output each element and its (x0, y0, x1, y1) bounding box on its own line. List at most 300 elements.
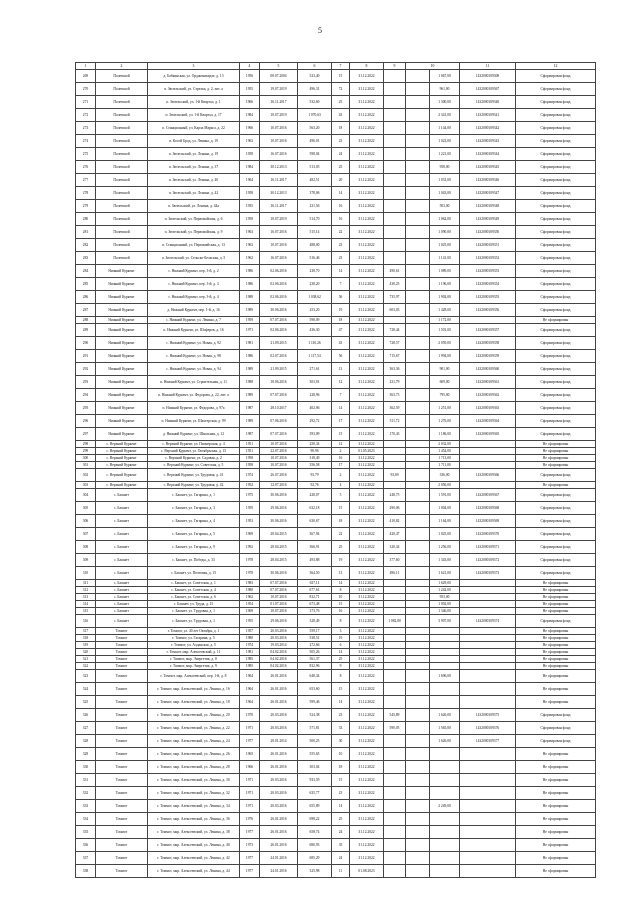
date-cell: 10.07.2016 (260, 608, 298, 615)
cost-cell: 1 144,00 (430, 122, 460, 135)
row-number-cell: 332 (76, 787, 96, 800)
row-number-cell: 321 (76, 656, 96, 663)
residents-cell: 10 (332, 594, 350, 601)
year-built-cell: 1986 (240, 265, 260, 278)
row-number-cell: 334 (76, 813, 96, 826)
cost-cell: 2 059,00 (430, 337, 460, 350)
year-built-cell: 1989 (240, 415, 260, 428)
table-row (76, 670, 596, 683)
year-built-cell: 1989 (240, 304, 260, 317)
cost-cell: 1 242,00 (430, 587, 460, 594)
table-row (76, 800, 596, 813)
table-row (76, 722, 596, 735)
status-cell: Сформирован фонд (516, 469, 596, 482)
residents-cell: 14 (332, 187, 350, 200)
amount-a-cell: 363,73 (384, 389, 406, 402)
area-cell: 561,37 (298, 656, 332, 663)
year-built-cell: 1971 (240, 774, 260, 787)
row-number-cell: 288 (76, 317, 96, 324)
address-cell: г. Томмот, ул. Алданская, д. 5 (148, 642, 240, 649)
date-cell: 12.07.2016 (260, 482, 298, 489)
residents-cell: 15 (332, 774, 350, 787)
settlement-cell: с. Башнет (96, 608, 148, 615)
table-row (76, 363, 596, 376)
cost-cell: 2 341,00 (430, 109, 460, 122)
amount-a-cell: 170,43 (384, 428, 406, 441)
settlement-cell: с. Башнет (96, 601, 148, 608)
deadline-cell: 31.12.2022 (350, 761, 384, 774)
table-row (76, 663, 596, 670)
deadline-cell: 31.12.2022 (350, 774, 384, 787)
area-cell: 685,29 (298, 852, 332, 865)
amount-a-cell (384, 70, 406, 83)
residents-cell: 16 (332, 213, 350, 226)
amount-b-cell (406, 628, 430, 635)
date-cell: 26.01.2016 (260, 670, 298, 683)
account-number-cell (460, 594, 516, 601)
row-number-cell: 277 (76, 174, 96, 187)
deadline-cell: 31.12.2022 (350, 649, 384, 656)
row-number-cell: 324 (76, 683, 96, 696)
amount-a-cell (384, 656, 406, 663)
table-row (76, 852, 596, 865)
year-built-cell: 1980 (240, 587, 260, 594)
settlement-cell: Томмот (96, 635, 148, 642)
row-number-cell: 303 (76, 482, 96, 489)
area-cell: 648,34 (298, 670, 332, 683)
area-cell: 238,70 (298, 265, 332, 278)
status-cell: Не сформирован (516, 813, 596, 826)
table-row (76, 462, 596, 469)
amount-a-cell: 93,69 (384, 469, 406, 482)
column-number-cell: 1 (76, 63, 96, 70)
table-row (76, 683, 596, 696)
row-number-cell: 314 (76, 601, 96, 608)
amount-a-cell: 248,75 (384, 489, 406, 502)
cost-cell: 1 346,00 (430, 608, 460, 615)
date-cell: 28.04.2015 (260, 554, 298, 567)
residents-cell: 23 (332, 135, 350, 148)
table-row (76, 541, 596, 554)
status-cell: Не сформирован (516, 642, 596, 649)
settlement-cell: с. Башнет (96, 580, 148, 587)
year-built-cell: 1971 (240, 787, 260, 800)
deadline-cell: 31.12.2022 (350, 608, 384, 615)
residents-cell: 14 (332, 696, 350, 709)
year-built-cell: 1953 (240, 515, 260, 528)
account-number-cell: 1432000109340 (460, 96, 516, 109)
table-row (76, 337, 596, 350)
account-number-cell: 1432000109347 (460, 187, 516, 200)
residents-cell: 19 (332, 635, 350, 642)
date-cell: 30.06.2016 (260, 489, 298, 502)
cost-cell: 1 196,00 (430, 278, 460, 291)
amount-a-cell: 490,61 (384, 265, 406, 278)
status-cell: Не сформирован (516, 482, 596, 489)
deadline-cell: 31.12.2022 (350, 148, 384, 161)
address-cell: г. Томмот, мкр. Алексеевский, ул. Ленина, д. 22 (148, 722, 240, 735)
column-number-cell: 7 (332, 63, 350, 70)
residents-cell: 24 (332, 148, 350, 161)
address-cell: г. Томмот, мкр. Алексеевский, ул. Ленина, д. 38 (148, 826, 240, 839)
status-cell: Сформирован фонд (516, 174, 596, 187)
area-cell: 832,96 (298, 663, 332, 670)
deadline-cell: 31.12.2022 (350, 489, 384, 502)
residents-cell: 25 (332, 813, 350, 826)
cost-cell: 1 256,00 (430, 541, 460, 554)
deadline-cell: 31.12.2022 (350, 213, 384, 226)
table-row (76, 826, 596, 839)
area-cell: 373,76 (298, 608, 332, 615)
year-built-cell: 1964 (240, 174, 260, 187)
residents-cell: 16 (332, 608, 350, 615)
cost-cell: 1 591,00 (430, 489, 460, 502)
address-cell: с. Башнет, ул. Победы, д. 33 (148, 554, 240, 567)
row-number-cell: 275 (76, 148, 96, 161)
row-number-cell: 294 (76, 389, 96, 402)
settlement-cell: с. Верхний Куркент (96, 469, 148, 482)
row-number-cell: 286 (76, 291, 96, 304)
account-number-cell: 1432000109363 (460, 402, 516, 415)
table-row (76, 96, 596, 109)
address-cell: с. Нижний Куркент, ул. Новая, д. 98 (148, 350, 240, 363)
date-cell: 10.07.2016 (260, 239, 298, 252)
deadline-cell: 31.12.2022 (350, 252, 384, 265)
year-built-cell: 1981 (240, 337, 260, 350)
residents-cell: 33 (332, 722, 350, 735)
year-built-cell: 1987 (240, 402, 260, 415)
residents-cell: 12 (332, 376, 350, 389)
residents-cell: 23 (332, 709, 350, 722)
row-number-cell: 306 (76, 515, 96, 528)
residents-cell: 2 (332, 469, 350, 482)
amount-b-cell (406, 96, 430, 109)
address-cell: г. Томмот, ул. 40 лет Октября, д. 1 (148, 628, 240, 635)
amount-a-cell: 377,60 (384, 554, 406, 567)
amount-a-cell: 496,11 (384, 567, 406, 580)
account-number-cell (460, 663, 516, 670)
settlement-cell: Томмот (96, 649, 148, 656)
account-number-cell: 1432000109348 (460, 200, 516, 213)
deadline-cell: 31.12.2022 (350, 594, 384, 601)
residents-cell: 25 (332, 541, 350, 554)
year-built-cell: 1963 (240, 226, 260, 239)
cost-cell: 1 221,00 (430, 148, 460, 161)
area-cell: 637,11 (298, 580, 332, 587)
deadline-cell: 31.12.2022 (350, 278, 384, 291)
status-cell: Сформирован фонд (516, 187, 596, 200)
year-built-cell: 1966 (240, 96, 260, 109)
cost-cell (430, 635, 460, 642)
status-cell: Не сформирован (516, 774, 596, 787)
cost-cell: 2 032,00 (430, 441, 460, 448)
deadline-cell: 31.12.2022 (350, 709, 384, 722)
amount-a-cell (384, 748, 406, 761)
account-number-cell: 1432000109376 (460, 722, 516, 735)
area-cell: 677,61 (298, 587, 332, 594)
amount-a-cell (384, 226, 406, 239)
cost-cell: 1 172,00 (430, 317, 460, 324)
account-number-cell: 1432000109341 (460, 109, 516, 122)
area-cell: 356,58 (298, 462, 332, 469)
cost-cell: 1 031,00 (430, 174, 460, 187)
status-cell: Сформирован фонд (516, 709, 596, 722)
status-cell: Сформирован фонд (516, 389, 596, 402)
amount-b-cell (406, 567, 430, 580)
table-row (76, 200, 596, 213)
address-cell: г. Томмот, мкр. Алексеевский, ул. Ленина, д. 34 (148, 800, 240, 813)
address-cell: с. Башнет, ул. Советская, д. 6 (148, 594, 240, 601)
settlement-cell: Томмот (96, 813, 148, 826)
settlement-cell: с. Верхний Куркент (96, 462, 148, 469)
year-built-cell: 1971 (240, 722, 260, 735)
amount-a-cell (384, 161, 406, 174)
year-built-cell: 1957 (240, 628, 260, 635)
table-row (76, 148, 596, 161)
amount-a-cell (384, 252, 406, 265)
cost-cell: 1 501,00 (430, 324, 460, 337)
status-cell: Не сформирован (516, 748, 596, 761)
column-number-cell: 5 (260, 63, 298, 70)
area-cell: 436,30 (298, 324, 332, 337)
date-cell: 04.02.2016 (260, 663, 298, 670)
settlement-cell: Полевской (96, 226, 148, 239)
settlement-cell: Томмот (96, 748, 148, 761)
amount-a-cell: 1 082,80 (384, 615, 406, 628)
year-built-cell: 1973 (240, 839, 260, 852)
area-cell: 378,06 (298, 187, 332, 200)
residents-cell: 13 (332, 363, 350, 376)
amount-a-cell (384, 642, 406, 649)
status-cell: Не сформирован (516, 635, 596, 642)
amount-a-cell (384, 839, 406, 852)
table-row (76, 839, 596, 852)
account-number-cell: 1432000109345 (460, 161, 516, 174)
residents-cell: 6 (332, 642, 350, 649)
settlement-cell: Томмот (96, 839, 148, 852)
row-number-cell: 331 (76, 774, 96, 787)
account-number-cell: 1432000109374 (460, 615, 516, 628)
account-number-cell: 1432000109364 (460, 415, 516, 428)
row-number-cell: 292 (76, 363, 96, 376)
account-number-cell: 1432000109360 (460, 363, 516, 376)
area-cell: 258,34 (298, 441, 332, 448)
amount-a-cell (384, 482, 406, 489)
amount-b-cell (406, 587, 430, 594)
column-number-cell: 11 (460, 63, 516, 70)
cost-cell (430, 642, 460, 649)
row-number-cell: 308 (76, 541, 96, 554)
table-row (76, 528, 596, 541)
year-built-cell: 1969 (240, 528, 260, 541)
year-built-cell: 1962 (240, 252, 260, 265)
year-built-cell: 1985 (240, 663, 260, 670)
date-cell: 20.03.2016 (260, 787, 298, 800)
year-built-cell: 1977 (240, 826, 260, 839)
residents-cell: 7 (332, 389, 350, 402)
amount-a-cell (384, 441, 406, 448)
row-number-cell: 281 (76, 226, 96, 239)
deadline-cell: 31.12.2022 (350, 541, 384, 554)
row-number-cell: 282 (76, 239, 96, 252)
account-number-cell (460, 642, 516, 649)
area-cell: 393,09 (298, 428, 332, 441)
address-cell: г. Томмот, мкр. Алексеевский, пер. 1-й, д. 8 (148, 670, 240, 683)
amount-a-cell (384, 96, 406, 109)
amount-b-cell (406, 455, 430, 462)
year-built-cell: 1963 (240, 135, 260, 148)
settlement-cell: Нижний Куркент (96, 363, 148, 376)
date-cell: 30.12.2013 (260, 187, 298, 200)
account-number-cell (460, 865, 516, 878)
date-cell: 07.07.2016 (260, 580, 298, 587)
amount-a-cell (384, 787, 406, 800)
deadline-cell: 31.12.2022 (350, 83, 384, 96)
settlement-cell: Нижний Куркент (96, 415, 148, 428)
row-number-cell: 312 (76, 587, 96, 594)
date-cell: 16.11.2017 (260, 174, 298, 187)
table-row (76, 469, 596, 482)
table-row (76, 402, 596, 415)
residents-cell: 15 (332, 428, 350, 441)
row-number-cell: 333 (76, 800, 96, 813)
year-built-cell: 1966 (240, 761, 260, 774)
amount-b-cell (406, 402, 430, 415)
account-number-cell: 1432000109358 (460, 337, 516, 350)
year-built-cell: 1980 (240, 635, 260, 642)
account-number-cell (460, 748, 516, 761)
account-number-cell: 1432000109346 (460, 174, 516, 187)
residents-cell: 47 (332, 324, 350, 337)
status-cell: Сформирован фонд (516, 337, 596, 350)
date-cell: 28.10.2017 (260, 402, 298, 415)
amount-b-cell (406, 482, 430, 489)
settlement-cell: Нижний Куркент (96, 428, 148, 441)
date-cell: 26.01.2016 (260, 683, 298, 696)
status-cell: Сформирован фонд (516, 96, 596, 109)
account-number-cell: 1432000109343 (460, 135, 516, 148)
address-cell: п. Нижний Куркент, ул. Строительная, д. 11 (148, 376, 240, 389)
date-cell: 02.06.2016 (260, 291, 298, 304)
account-number-cell (460, 580, 516, 587)
cost-cell: 1 428,00 (430, 304, 460, 317)
account-number-cell: 1432000109371 (460, 541, 516, 554)
settlement-cell: Полевской (96, 252, 148, 265)
table-row (76, 608, 596, 615)
date-cell: 20.03.2016 (260, 628, 298, 635)
amount-b-cell (406, 580, 430, 587)
year-built-cell: 1977 (240, 852, 260, 865)
deadline-cell: 31.12.2022 (350, 70, 384, 83)
status-cell: Сформирован фонд (516, 363, 596, 376)
cost-cell: 503,00 (430, 200, 460, 213)
row-number-cell: 280 (76, 213, 96, 226)
year-built-cell: 1977 (240, 865, 260, 878)
status-cell: Не сформирован (516, 800, 596, 813)
amount-a-cell: 603,03 (384, 304, 406, 317)
deadline-cell: 31.12.2022 (350, 317, 384, 324)
residents-cell: 25 (332, 96, 350, 109)
settlement-cell: Полевской (96, 135, 148, 148)
row-number-cell: 325 (76, 696, 96, 709)
amount-b-cell (406, 696, 430, 709)
status-cell: Не сформирован (516, 448, 596, 455)
table-row (76, 174, 596, 187)
date-cell: 24.01.2016 (260, 852, 298, 865)
amount-b-cell (406, 187, 430, 200)
residents-cell: 3 (332, 628, 350, 635)
year-built-cell: 1984 (240, 109, 260, 122)
amount-b-cell (406, 489, 430, 502)
date-cell: 29.06.2016 (260, 502, 298, 515)
year-built-cell: 1974 (240, 469, 260, 482)
year-built-cell: 1988 (240, 291, 260, 304)
date-cell: 21.09.2015 (260, 337, 298, 350)
address-cell: п. Зюзельский, ул. Первомайская, д. 9 (148, 226, 240, 239)
year-built-cell: 1976 (240, 813, 260, 826)
row-number-cell: 296 (76, 415, 96, 428)
table-row (76, 482, 596, 489)
area-cell: 555,65 (298, 748, 332, 761)
area-cell: 632,18 (298, 502, 332, 515)
status-cell: Не сформирован (516, 628, 596, 635)
account-number-cell: 1432000109357 (460, 324, 516, 337)
cost-cell: 1 343,00 (430, 554, 460, 567)
residents-cell: 72 (332, 83, 350, 96)
amount-b-cell (406, 635, 430, 642)
cost-cell: 1 186,00 (430, 428, 460, 441)
account-number-cell (460, 608, 516, 615)
settlement-cell: Полевской (96, 161, 148, 174)
table-row (76, 213, 596, 226)
deadline-cell: 31.12.2022 (350, 642, 384, 649)
account-number-cell: 1432000109375 (460, 709, 516, 722)
settlement-cell: Томмот (96, 774, 148, 787)
column-number-cell: 2 (96, 63, 148, 70)
row-number-cell: 302 (76, 469, 96, 482)
deadline-cell: 31.12.2022 (350, 852, 384, 865)
status-cell: Сформирован фонд (516, 200, 596, 213)
settlement-cell: с. Верхний Куркент (96, 455, 148, 462)
settlement-cell: Полевской (96, 213, 148, 226)
table-row (76, 635, 596, 642)
address-cell: п. Станционный, ул. Карла Маркса, д. 22 (148, 122, 240, 135)
table-row (76, 376, 596, 389)
area-cell: 1 117,54 (298, 350, 332, 363)
settlement-cell: Томмот (96, 852, 148, 865)
table-row (76, 696, 596, 709)
address-cell: п. Зюзельский, ул. Ленина, д. 19 (148, 148, 240, 161)
status-cell: Сформирован фонд (516, 252, 596, 265)
address-cell: д. Нижний Куркент, ул. Школьная, д. 12 (148, 428, 240, 441)
settlement-cell: Томмот (96, 628, 148, 635)
amount-a-cell (384, 239, 406, 252)
date-cell: 30.06.2016 (260, 567, 298, 580)
settlement-cell: Полевской (96, 122, 148, 135)
deadline-cell: 31.12.2022 (350, 376, 384, 389)
deadline-cell: 31.12.2022 (350, 469, 384, 482)
year-built-cell: 1971 (240, 324, 260, 337)
amount-a-cell (384, 696, 406, 709)
table-body (76, 63, 596, 878)
row-number-cell: 285 (76, 278, 96, 291)
settlement-cell: Томмот (96, 670, 148, 683)
area-cell: 496,01 (298, 135, 332, 148)
column-number-cell: 3 (148, 63, 240, 70)
status-cell: Сформирован фонд (516, 722, 596, 735)
cost-cell (430, 865, 460, 878)
amount-b-cell (406, 226, 430, 239)
